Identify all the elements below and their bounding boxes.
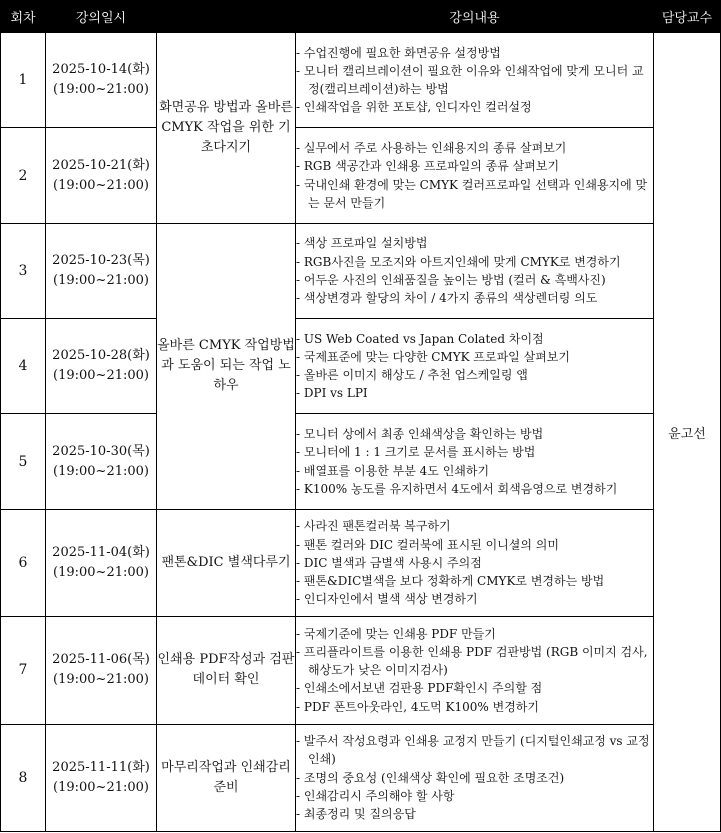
table-row (1, 509, 721, 616)
session-time: (19:00~21:00) (53, 672, 149, 688)
content-item: - 모니터 상에서 최종 인쇄색상을 확인하는 방법 (296, 425, 653, 443)
session-number: 1 (1, 33, 46, 128)
session-date: 2025-10-14(화) (52, 62, 150, 78)
session-date: 2025-11-06(목) (52, 652, 150, 668)
session-time: (19:00~21:00) (53, 368, 149, 384)
content-item: - 국내인쇄 환경에 맞는 CMYK 컬러프로파일 선택과 인쇄용지에 맞는 문서 만들기 (296, 176, 653, 212)
content-item: - 국제표준에 맞는 다양한 CMYK 프로파일 살펴보기 (296, 348, 653, 366)
session-datetime (46, 617, 157, 724)
session-datetime (46, 319, 157, 414)
header-date: 강의일시 (46, 1, 157, 33)
content-item: - 프리플라이트를 이용한 인쇄용 PDF 검판방법 (RGB 이미지 검사, 해상도가 낮은 이미지검사) (296, 643, 653, 679)
table-row (1, 33, 721, 128)
content-item: - RGB 색공간과 인쇄용 프로파일의 종류 살펴보기 (296, 157, 653, 175)
content-item: - 실무에서 주로 사용하는 인쇄용지의 종류 살펴보기 (296, 139, 653, 157)
content-item: - 팬톤&DIC별색을 보다 정확하게 CMYK로 변경하는 방법 (296, 572, 653, 590)
content-cell (296, 617, 654, 724)
content-item: - K100% 농도를 유지하면서 4도에서 회색음영으로 변경하기 (296, 480, 653, 498)
session-date: 2025-11-04(화) (52, 544, 150, 560)
content-item: - 사라진 팬톤컬러북 복구하기 (296, 517, 653, 535)
header-row (1, 1, 721, 33)
content-item: - 인쇄소에서보낸 검판용 PDF확인시 주의할 점 (296, 679, 653, 697)
session-time: (19:00~21:00) (53, 82, 149, 98)
content-item: - DPI vs LPI (296, 384, 653, 402)
content-item: - 색상 프로파일 설치방법 (296, 234, 653, 252)
content-item: - 국제기준에 맞는 인쇄용 PDF 만들기 (296, 625, 653, 643)
content-cell (296, 509, 654, 616)
header-topic (157, 1, 296, 33)
session-date: 2025-10-30(목) (52, 443, 150, 459)
content-cell (296, 414, 654, 509)
session-time: (19:00~21:00) (53, 177, 149, 193)
content-item: - 발주서 작성요령과 인쇄용 교정지 만들기 (디지털인쇄교정 vs 교정인쇄) (296, 732, 653, 768)
session-number: 2 (1, 128, 46, 223)
topic-cell: 마무리작업과 인쇄감리 준비 (157, 724, 296, 832)
content-item: - 수업진행에 필요한 화면공유 설정방법 (296, 44, 653, 62)
session-number: 6 (1, 509, 46, 616)
content-item: - 올바른 이미지 해상도 / 추천 업스케일링 앱 (296, 366, 653, 384)
header-content: 강의내용 (296, 1, 654, 33)
content-item: - 색상변경과 할당의 차이 / 4가지 종류의 색상렌더링 의도 (296, 289, 653, 307)
content-item: - 인쇄감리시 주의해야 할 사항 (296, 787, 653, 805)
content-item: - DIC 별색과 금별색 사용시 주의점 (296, 554, 653, 572)
session-number: 4 (1, 319, 46, 414)
session-datetime (46, 33, 157, 128)
content-item: - 최종정리 및 질의응답 (296, 805, 653, 823)
session-datetime (46, 414, 157, 509)
header-session: 회차 (1, 1, 46, 33)
session-number: 8 (1, 724, 46, 832)
content-item: - US Web Coated vs Japan Colated 차이점 (296, 330, 653, 348)
content-item: - 인쇄작업을 위한 포토샵, 인디자인 컬러설정 (296, 98, 653, 116)
content-item: - 팬톤 컬러와 DIC 컬러북에 표시된 이니셜의 의미 (296, 536, 653, 554)
session-datetime (46, 223, 157, 318)
content-item: - 모니터에 1 : 1 크기로 문서를 표시하는 방법 (296, 443, 653, 461)
professor-cell: 윤고선 (654, 33, 721, 832)
content-item: - 어두운 사진의 인쇄품질을 높이는 방법 (컬러 & 흑백사진) (296, 271, 653, 289)
table-row (1, 724, 721, 832)
session-time: (19:00~21:00) (53, 564, 149, 580)
session-number: 7 (1, 617, 46, 724)
table-row (1, 414, 721, 509)
table-row (1, 617, 721, 724)
table-row (1, 128, 721, 223)
session-time: (19:00~21:00) (53, 779, 149, 795)
content-item: - PDF 폰트아웃라인, 4도먹 K100% 변경하기 (296, 698, 653, 716)
topic-cell: 팬톤&DIC 별색다루기 (157, 509, 296, 616)
content-item: - 조명의 중요성 (인쇄색상 확인에 필요한 조명조건) (296, 769, 653, 787)
table-row (1, 223, 721, 318)
session-number: 5 (1, 414, 46, 509)
content-cell (296, 724, 654, 832)
session-datetime (46, 509, 157, 616)
content-cell (296, 319, 654, 414)
session-date: 2025-10-23(목) (52, 252, 150, 268)
session-number: 3 (1, 223, 46, 318)
session-datetime (46, 128, 157, 223)
session-date: 2025-10-28(화) (52, 348, 150, 364)
topic-cell: 올바른 CMYK 작업방법과 도움이 되는 작업 노하우 (157, 223, 296, 509)
content-cell (296, 128, 654, 223)
topic-cell: 인쇄용 PDF작성과 검판 데이터 확인 (157, 617, 296, 724)
content-item: - 모니터 캘리브레이션이 필요한 이유와 인쇄작업에 맞게 모니터 교정(캘리브레이션)하는 방법 (296, 62, 653, 98)
session-date: 2025-10-21(화) (52, 157, 150, 173)
session-time: (19:00~21:00) (53, 272, 149, 288)
content-item: - 인디자인에서 별색 색상 변경하기 (296, 590, 653, 608)
session-datetime (46, 724, 157, 832)
session-time: (19:00~21:00) (53, 463, 149, 479)
content-item: - 배열표를 이용한 부분 4도 인쇄하기 (296, 462, 653, 480)
header-professor: 담당교수 (654, 1, 721, 33)
table-row (1, 319, 721, 414)
content-item: - RGB사진을 모조지와 아트지인쇄에 맞게 CMYK로 변경하기 (296, 253, 653, 271)
session-date: 2025-11-11(화) (52, 759, 150, 775)
content-cell (296, 223, 654, 318)
topic-cell: 화면공유 방법과 올바른 CMYK 작업을 위한 기초다지기 (157, 33, 296, 224)
content-cell (296, 33, 654, 128)
